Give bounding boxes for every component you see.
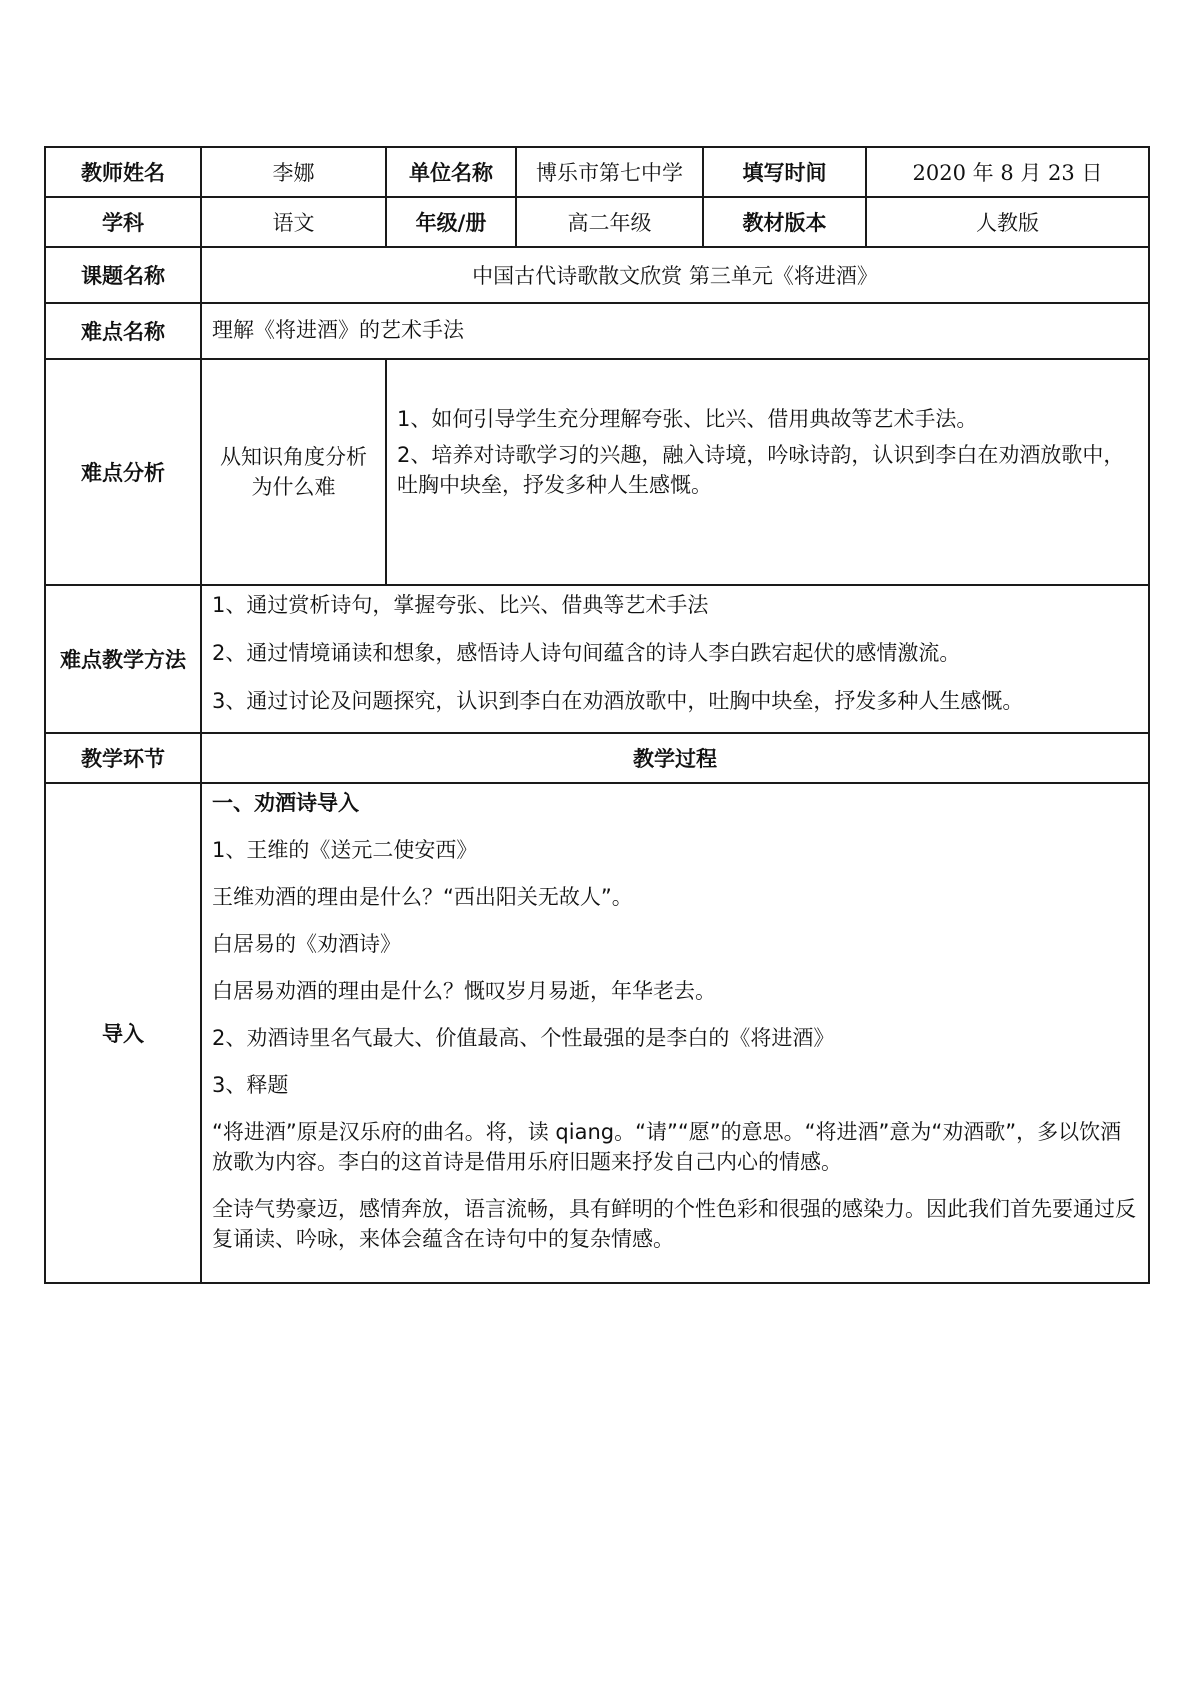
header-row-1 bbox=[45, 147, 1149, 197]
method-label: 难点教学方法 bbox=[45, 585, 201, 733]
intro-paragraph: 2、劝酒诗里名气最大、价值最高、个性最强的是李白的《将进酒》 bbox=[212, 1026, 835, 1050]
method-content bbox=[201, 585, 1149, 733]
textbook-value: 人教版 bbox=[866, 197, 1149, 247]
teacher-name-label: 教师姓名 bbox=[45, 147, 201, 197]
lesson-plan-table bbox=[44, 146, 1150, 1284]
analysis-label: 难点分析 bbox=[45, 359, 201, 585]
analysis-row bbox=[45, 359, 1149, 585]
topic-row bbox=[45, 247, 1149, 303]
subject-label: 学科 bbox=[45, 197, 201, 247]
intro-paragraph: 1、王维的《送元二使安西》 bbox=[212, 838, 478, 862]
intro-paragraph: 白居易劝酒的理由是什么？慨叹岁月易逝，年华老去。 bbox=[212, 979, 716, 1003]
intro-row bbox=[45, 783, 1149, 1283]
analysis-item: 2、培养对诗歌学习的兴趣，融入诗境，吟咏诗韵，认识到李白在劝酒放歌中，吐胸中块垒，抒发多种人生感慨。 bbox=[397, 443, 1125, 497]
difficulty-value: 理解《将进酒》的艺术手法 bbox=[201, 303, 1149, 359]
analysis-sub-label: 从知识角度分析为什么难 bbox=[201, 359, 386, 585]
process-header-label: 教学过程 bbox=[201, 733, 1149, 783]
intro-paragraph: 王维劝酒的理由是什么？“西出阳关无故人”。 bbox=[212, 885, 633, 909]
intro-paragraph: 白居易的《劝酒诗》 bbox=[212, 932, 401, 956]
header-row-2 bbox=[45, 197, 1149, 247]
subject-value: 语文 bbox=[201, 197, 386, 247]
lesson-plan-document bbox=[44, 146, 1148, 1284]
process-header-row bbox=[45, 733, 1149, 783]
grade-label: 年级/册 bbox=[386, 197, 516, 247]
intro-paragraph: 3、释题 bbox=[212, 1073, 289, 1097]
fill-time-value: 2020 年 8 月 23 日 bbox=[866, 147, 1149, 197]
fill-time-label: 填写时间 bbox=[703, 147, 866, 197]
stage-header-label: 教学环节 bbox=[45, 733, 201, 783]
grade-value: 高二年级 bbox=[516, 197, 703, 247]
method-item: 2、通过情境诵读和想象，感悟诗人诗句间蕴含的诗人李白跌宕起伏的感情激流。 bbox=[212, 641, 961, 665]
method-row bbox=[45, 585, 1149, 733]
unit-name-value: 博乐市第七中学 bbox=[516, 147, 703, 197]
method-item: 1、通过赏析诗句，掌握夸张、比兴、借典等艺术手法 bbox=[212, 593, 709, 617]
intro-heading: 一、劝酒诗导入 bbox=[212, 791, 359, 815]
difficulty-label: 难点名称 bbox=[45, 303, 201, 359]
intro-stage-label: 导入 bbox=[45, 783, 201, 1283]
analysis-content bbox=[386, 359, 1149, 585]
intro-paragraph: “将进酒”原是汉乐府的曲名。将，读 qiang。“请”“愿”的意思。“将进酒”意为“劝酒歌”，多以饮酒放歌为内容。李白的这首诗是借用乐府旧题来抒发自己内心的情感。 bbox=[212, 1120, 1122, 1174]
difficulty-row bbox=[45, 303, 1149, 359]
topic-label: 课题名称 bbox=[45, 247, 201, 303]
method-item: 3、通过讨论及问题探究，认识到李白在劝酒放歌中，吐胸中块垒，抒发多种人生感慨。 bbox=[212, 689, 1024, 713]
intro-content bbox=[201, 783, 1149, 1283]
unit-name-label: 单位名称 bbox=[386, 147, 516, 197]
intro-paragraph: 全诗气势豪迈，感情奔放，语言流畅，具有鲜明的个性色彩和很强的感染力。因此我们首先要通过反复诵读、吟咏，来体会蕴含在诗句中的复杂情感。 bbox=[212, 1197, 1136, 1251]
textbook-label: 教材版本 bbox=[703, 197, 866, 247]
teacher-name-value: 李娜 bbox=[201, 147, 386, 197]
analysis-item: 1、如何引导学生充分理解夸张、比兴、借用典故等艺术手法。 bbox=[397, 407, 978, 431]
topic-value: 中国古代诗歌散文欣赏 第三单元《将进酒》 bbox=[201, 247, 1149, 303]
